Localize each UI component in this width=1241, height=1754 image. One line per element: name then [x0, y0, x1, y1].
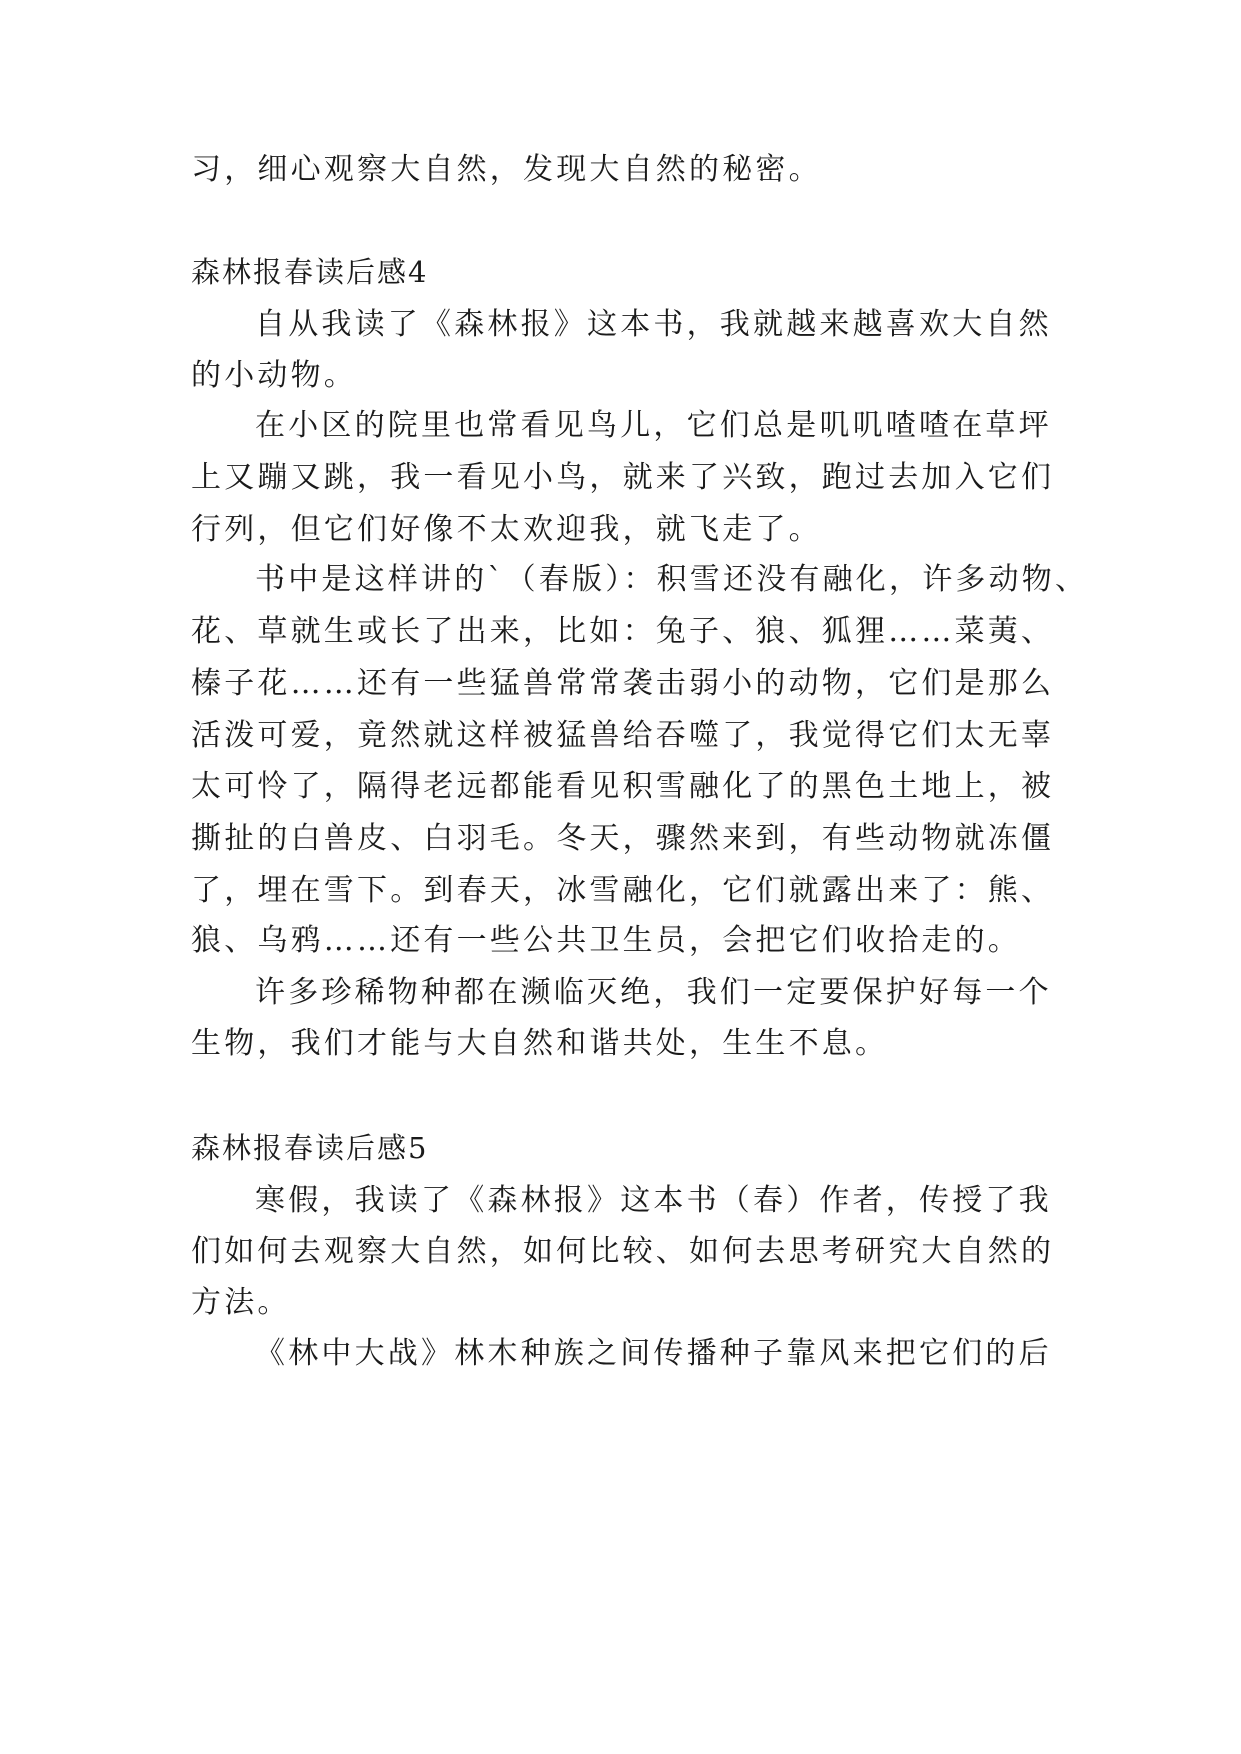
paragraph-line: 的小动物。: [191, 358, 357, 393]
paragraph-line: 榛子花……还有一些猛兽常常袭击弱小的动物，它们是那么: [191, 666, 1055, 701]
section-title: 森林报春读后感5: [191, 1131, 429, 1165]
paragraph-line: 狼、乌鸦……还有一些公共卫生员，会把它们收拾走的。: [191, 923, 1021, 958]
paragraph-line: 寒假，我读了《森林报》这本书（春）作者，传授了我: [255, 1183, 1052, 1218]
paragraph-line: 方法。: [191, 1285, 291, 1320]
section-title: 森林报春读后感4: [191, 255, 429, 289]
paragraph-line: 撕扯的白兽皮、白羽毛。冬天，骤然来到，有些动物就冻僵: [191, 821, 1055, 856]
paragraph-line: 许多珍稀物种都在濒临灭绝，我们一定要保护好每一个: [255, 975, 1052, 1010]
paragraph-line: 书中是这样讲的`（春版）：积雪还没有融化，许多动物、: [255, 562, 1089, 597]
paragraph-line: 《林中大战》林木种族之间传播种子靠风来把它们的后: [255, 1336, 1052, 1371]
paragraph-line: 行列，但它们好像不太欢迎我，就飞走了。: [191, 512, 822, 547]
paragraph-line: 在小区的院里也常看见鸟儿，它们总是叽叽喳喳在草坪: [255, 408, 1052, 443]
paragraph-line: 习，细心观察大自然，发现大自然的秘密。: [191, 152, 822, 187]
paragraph-line: 上又蹦又跳，我一看见小鸟，就来了兴致，跑过去加入它们: [191, 460, 1055, 495]
paragraph-line: 自从我读了《森林报》这本书，我就越来越喜欢大自然: [255, 307, 1052, 342]
paragraph-line: 生物，我们才能与大自然和谐共处，生生不息。: [191, 1026, 889, 1061]
paragraph-line: 们如何去观察大自然，如何比较、如何去思考研究大自然的: [191, 1234, 1055, 1269]
paragraph-line: 活泼可爱，竟然就这样被猛兽给吞噬了，我觉得它们太无辜: [191, 718, 1055, 753]
paragraph-line: 花、草就生或长了出来，比如：兔子、狼、狐狸……菜荑、: [191, 614, 1055, 649]
paragraph-line: 太可怜了，隔得老远都能看见积雪融化了的黑色土地上，被: [191, 769, 1055, 804]
paragraph-line: 了，埋在雪下。到春天，冰雪融化，它们就露出来了：熊、: [191, 873, 1055, 908]
